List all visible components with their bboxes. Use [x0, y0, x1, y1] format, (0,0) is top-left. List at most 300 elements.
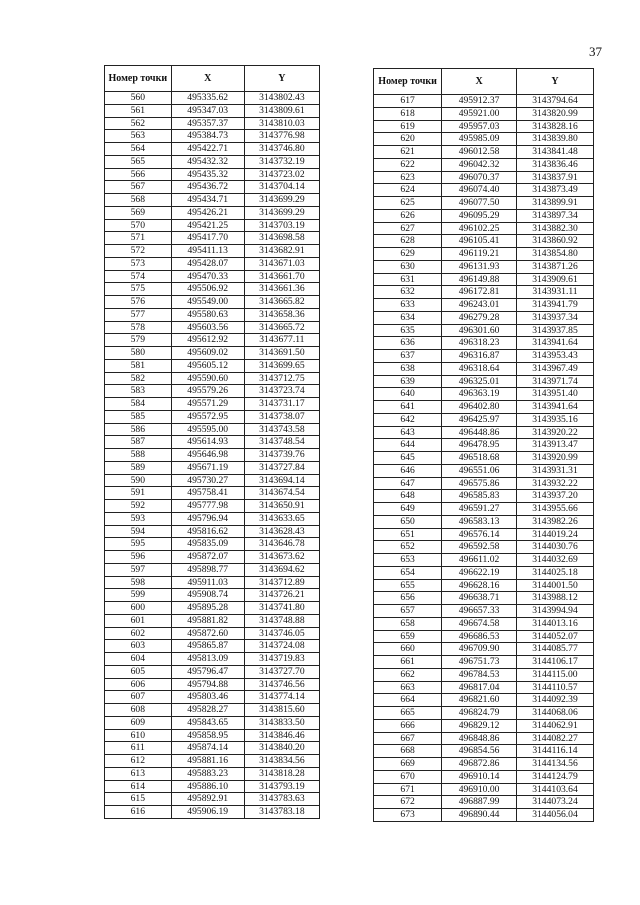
cell-y: 3143953.43: [516, 350, 593, 363]
cell-y: 3143712.75: [244, 372, 319, 385]
table-row: [374, 362, 594, 375]
table-header-row: [105, 66, 320, 92]
table-row: [105, 780, 320, 793]
table-row: [105, 321, 320, 334]
table-row: [105, 206, 320, 219]
cell-point-number: 572: [105, 245, 172, 258]
table-row: [374, 783, 594, 796]
table-row: [374, 133, 594, 146]
table-row: [374, 235, 594, 248]
cell-y: 3143726.21: [244, 589, 319, 602]
table-row: [105, 678, 320, 691]
cell-y: 3143665.82: [244, 296, 319, 309]
cell-x: 496638.71: [442, 592, 517, 605]
cell-point-number: 583: [105, 385, 172, 398]
cell-point-number: 593: [105, 512, 172, 525]
table-row: [105, 653, 320, 666]
cell-x: 495883.23: [171, 767, 244, 780]
table-row: [105, 755, 320, 768]
cell-y: 3144082.27: [516, 732, 593, 745]
table-row: [374, 745, 594, 758]
cell-point-number: 671: [374, 783, 442, 796]
cell-y: 3144103.64: [516, 783, 593, 796]
cell-point-number: 656: [374, 592, 442, 605]
cell-point-number: 585: [105, 410, 172, 423]
table-row: [374, 107, 594, 120]
cell-y: 3144032.69: [516, 554, 593, 567]
cell-y: 3143897.34: [516, 209, 593, 222]
cell-x: 495758.41: [171, 487, 244, 500]
table-row: [374, 541, 594, 554]
cell-y: 3143846.46: [244, 729, 319, 742]
table-row: [374, 299, 594, 312]
cell-y: 3143873.49: [516, 184, 593, 197]
cell-y: 3143937.20: [516, 490, 593, 503]
cell-point-number: 652: [374, 541, 442, 554]
table-row: [374, 260, 594, 273]
cell-y: 3143941.64: [516, 401, 593, 414]
cell-y: 3143746.80: [244, 143, 319, 156]
cell-point-number: 574: [105, 270, 172, 283]
cell-y: 3143941.79: [516, 299, 593, 312]
table-row: [105, 716, 320, 729]
cell-y: 3144062.91: [516, 719, 593, 732]
cell-point-number: 616: [105, 806, 172, 819]
table-row: [105, 130, 320, 143]
table-row: [374, 146, 594, 159]
cell-x: 495347.03: [171, 104, 244, 117]
cell-y: 3144030.76: [516, 541, 593, 554]
cell-point-number: 647: [374, 477, 442, 490]
cell-x: 495796.94: [171, 512, 244, 525]
cell-y: 3144116.14: [516, 745, 593, 758]
cell-x: 496628.16: [442, 579, 517, 592]
cell-x: 495384.73: [171, 130, 244, 143]
cell-y: 3143818.28: [244, 767, 319, 780]
header-x: X: [171, 66, 244, 92]
cell-y: 3143834.56: [244, 755, 319, 768]
cell-x: 496149.88: [442, 273, 517, 286]
cell-y: 3143820.99: [516, 107, 593, 120]
cell-point-number: 641: [374, 401, 442, 414]
cell-y: 3143741.80: [244, 602, 319, 615]
cell-y: 3143899.91: [516, 197, 593, 210]
cell-x: 496243.01: [442, 299, 517, 312]
cell-point-number: 608: [105, 704, 172, 717]
table-row: [105, 806, 320, 819]
table-row: [105, 219, 320, 232]
table-row: [374, 503, 594, 516]
cell-y: 3143776.98: [244, 130, 319, 143]
cell-x: 496012.58: [442, 146, 517, 159]
cell-x: 496318.23: [442, 337, 517, 350]
cell-point-number: 635: [374, 324, 442, 337]
cell-y: 3143698.58: [244, 232, 319, 245]
cell-x: 495506.92: [171, 283, 244, 296]
cell-y: 3143931.31: [516, 464, 593, 477]
cell-y: 3143650.91: [244, 500, 319, 513]
cell-x: 496674.58: [442, 617, 517, 630]
table-row: [374, 337, 594, 350]
table-row: [374, 719, 594, 732]
cell-point-number: 650: [374, 515, 442, 528]
cell-y: 3143724.08: [244, 640, 319, 653]
table-row: [374, 528, 594, 541]
cell-x: 496105.41: [442, 235, 517, 248]
cell-x: 495411.13: [171, 245, 244, 258]
table-row: [105, 155, 320, 168]
cell-y: 3143941.64: [516, 337, 593, 350]
cell-point-number: 587: [105, 436, 172, 449]
cell-x: 496448.86: [442, 426, 517, 439]
cell-x: 495985.09: [442, 133, 517, 146]
cell-point-number: 602: [105, 627, 172, 640]
cell-y: 3144056.04: [516, 809, 593, 822]
table-row: [105, 525, 320, 538]
table-row: [105, 245, 320, 258]
page-number: 37: [589, 44, 602, 59]
cell-y: 3143971.74: [516, 375, 593, 388]
cell-x: 496325.01: [442, 375, 517, 388]
table-row: [105, 793, 320, 806]
table-row: [105, 602, 320, 615]
table-row: [105, 257, 320, 270]
cell-x: 495434.71: [171, 194, 244, 207]
cell-y: 3143723.74: [244, 385, 319, 398]
cell-point-number: 568: [105, 194, 172, 207]
cell-point-number: 621: [374, 146, 442, 159]
cell-x: 495835.09: [171, 538, 244, 551]
cell-x: 495335.62: [171, 92, 244, 105]
table-row: [374, 566, 594, 579]
cell-y: 3143836.46: [516, 158, 593, 171]
table-row: [105, 729, 320, 742]
cell-point-number: 599: [105, 589, 172, 602]
cell-point-number: 662: [374, 668, 442, 681]
cell-x: 495646.98: [171, 449, 244, 462]
table-row: [105, 372, 320, 385]
cell-x: 495549.00: [171, 296, 244, 309]
table-row: [105, 512, 320, 525]
cell-y: 3144085.77: [516, 643, 593, 656]
cell-y: 3143920.99: [516, 452, 593, 465]
table-row: [374, 694, 594, 707]
table-header-row: [374, 69, 594, 95]
cell-point-number: 592: [105, 500, 172, 513]
table-row: [105, 767, 320, 780]
cell-y: 3143937.85: [516, 324, 593, 337]
cell-x: 495417.70: [171, 232, 244, 245]
cell-y: 3143727.70: [244, 665, 319, 678]
cell-x: 495881.16: [171, 755, 244, 768]
cell-point-number: 655: [374, 579, 442, 592]
cell-x: 496591.27: [442, 503, 517, 516]
cell-x: 495828.27: [171, 704, 244, 717]
table-row: [374, 617, 594, 630]
table-row: [374, 209, 594, 222]
cell-point-number: 605: [105, 665, 172, 678]
cell-x: 496887.99: [442, 796, 517, 809]
cell-point-number: 654: [374, 566, 442, 579]
cell-y: 3143871.26: [516, 260, 593, 273]
cell-x: 495898.77: [171, 563, 244, 576]
cell-x: 496402.80: [442, 401, 517, 414]
cell-x: 496910.00: [442, 783, 517, 796]
cell-x: 495843.65: [171, 716, 244, 729]
cell-point-number: 630: [374, 260, 442, 273]
cell-point-number: 579: [105, 334, 172, 347]
cell-x: 495580.63: [171, 308, 244, 321]
cell-y: 3143802.43: [244, 92, 319, 105]
table-row: [105, 576, 320, 589]
cell-y: 3143682.91: [244, 245, 319, 258]
cell-x: 496611.02: [442, 554, 517, 567]
cell-y: 3143727.84: [244, 461, 319, 474]
table-row: [374, 324, 594, 337]
table-row: [374, 273, 594, 286]
cell-x: 496172.81: [442, 286, 517, 299]
table-row: [105, 181, 320, 194]
cell-point-number: 561: [105, 104, 172, 117]
table-row: [105, 385, 320, 398]
cell-y: 3143955.66: [516, 503, 593, 516]
table-row: [105, 92, 320, 105]
cell-x: 495906.19: [171, 806, 244, 819]
cell-point-number: 580: [105, 347, 172, 360]
table-row: [374, 796, 594, 809]
cell-y: 3144073.24: [516, 796, 593, 809]
cell-y: 3143920.22: [516, 426, 593, 439]
cell-y: 3143841.48: [516, 146, 593, 159]
table-row: [105, 410, 320, 423]
cell-x: 496478.95: [442, 439, 517, 452]
coordinates-table-right: [373, 68, 594, 822]
cell-y: 3143854.80: [516, 248, 593, 261]
cell-point-number: 606: [105, 678, 172, 691]
cell-x: 496872.86: [442, 758, 517, 771]
table-row: [374, 681, 594, 694]
table-row: [105, 691, 320, 704]
cell-x: 495813.09: [171, 653, 244, 666]
header-point-number: Номер точки: [374, 69, 442, 95]
cell-y: 3143704.14: [244, 181, 319, 194]
cell-x: 496575.86: [442, 477, 517, 490]
cell-y: 3143665.72: [244, 321, 319, 334]
table-row: [105, 449, 320, 462]
cell-point-number: 562: [105, 117, 172, 130]
cell-x: 496709.90: [442, 643, 517, 656]
cell-x: 495730.27: [171, 474, 244, 487]
table-row: [374, 197, 594, 210]
cell-point-number: 624: [374, 184, 442, 197]
table-row: [374, 439, 594, 452]
cell-point-number: 623: [374, 171, 442, 184]
cell-x: 495858.95: [171, 729, 244, 742]
cell-x: 496301.60: [442, 324, 517, 337]
cell-y: 3143793.19: [244, 780, 319, 793]
cell-y: 3143628.43: [244, 525, 319, 538]
table-row: [105, 742, 320, 755]
coordinates-table-left: [104, 65, 320, 819]
table-row: [374, 732, 594, 745]
cell-x: 496821.60: [442, 694, 517, 707]
cell-y: 3143935.16: [516, 413, 593, 426]
table-row: [374, 375, 594, 388]
table-row: [105, 168, 320, 181]
cell-point-number: 622: [374, 158, 442, 171]
table-row: [105, 704, 320, 717]
cell-y: 3143731.17: [244, 398, 319, 411]
table-row: [105, 627, 320, 640]
table-row: [105, 423, 320, 436]
cell-point-number: 642: [374, 413, 442, 426]
cell-y: 3143839.80: [516, 133, 593, 146]
cell-x: 496316.87: [442, 350, 517, 363]
cell-y: 3143828.16: [516, 120, 593, 133]
cell-point-number: 566: [105, 168, 172, 181]
table-row: [374, 515, 594, 528]
cell-x: 495796.47: [171, 665, 244, 678]
cell-point-number: 649: [374, 503, 442, 516]
cell-x: 495421.25: [171, 219, 244, 232]
cell-y: 3144110.57: [516, 681, 593, 694]
cell-x: 496119.21: [442, 248, 517, 261]
cell-y: 3143909.61: [516, 273, 593, 286]
cell-point-number: 586: [105, 423, 172, 436]
cell-x: 495886.10: [171, 780, 244, 793]
table-row: [374, 592, 594, 605]
cell-x: 495892.91: [171, 793, 244, 806]
cell-x: 496077.50: [442, 197, 517, 210]
cell-y: 3143738.07: [244, 410, 319, 423]
cell-y: 3143994.94: [516, 605, 593, 618]
table-row: [374, 401, 594, 414]
cell-x: 495614.93: [171, 436, 244, 449]
cell-x: 495595.00: [171, 423, 244, 436]
cell-x: 496824.79: [442, 707, 517, 720]
table-row: [105, 500, 320, 513]
cell-y: 3143932.22: [516, 477, 593, 490]
cell-x: 495357.37: [171, 117, 244, 130]
cell-y: 3143982.26: [516, 515, 593, 528]
cell-point-number: 619: [374, 120, 442, 133]
cell-x: 495881.82: [171, 614, 244, 627]
cell-y: 3143699.29: [244, 206, 319, 219]
cell-y: 3144092.39: [516, 694, 593, 707]
cell-x: 495432.32: [171, 155, 244, 168]
cell-point-number: 670: [374, 770, 442, 783]
cell-point-number: 564: [105, 143, 172, 156]
cell-point-number: 589: [105, 461, 172, 474]
cell-y: 3143937.34: [516, 311, 593, 324]
cell-x: 495579.26: [171, 385, 244, 398]
cell-y: 3143860.92: [516, 235, 593, 248]
table-row: [105, 232, 320, 245]
cell-point-number: 590: [105, 474, 172, 487]
table-row: [374, 413, 594, 426]
cell-y: 3143967.49: [516, 362, 593, 375]
cell-point-number: 657: [374, 605, 442, 618]
cell-y: 3143694.62: [244, 563, 319, 576]
table-row: [105, 398, 320, 411]
cell-point-number: 634: [374, 311, 442, 324]
cell-point-number: 577: [105, 308, 172, 321]
table-row: [374, 668, 594, 681]
cell-point-number: 610: [105, 729, 172, 742]
table-row: [374, 350, 594, 363]
table-row: [374, 605, 594, 618]
table-row: [105, 461, 320, 474]
cell-x: 495436.72: [171, 181, 244, 194]
cell-point-number: 645: [374, 452, 442, 465]
cell-x: 495803.46: [171, 691, 244, 704]
cell-x: 495435.32: [171, 168, 244, 181]
table-row: [374, 388, 594, 401]
table-row: [105, 270, 320, 283]
cell-y: 3143783.63: [244, 793, 319, 806]
cell-x: 496817.04: [442, 681, 517, 694]
header-y: Y: [516, 69, 593, 95]
cell-x: 496074.40: [442, 184, 517, 197]
cell-x: 496910.14: [442, 770, 517, 783]
cell-point-number: 569: [105, 206, 172, 219]
cell-x: 496622.19: [442, 566, 517, 579]
header-x: X: [442, 69, 517, 95]
table-row: [105, 283, 320, 296]
cell-y: 3143732.19: [244, 155, 319, 168]
cell-x: 495777.98: [171, 500, 244, 513]
cell-point-number: 571: [105, 232, 172, 245]
cell-y: 3143719.83: [244, 653, 319, 666]
table-row: [105, 347, 320, 360]
table-row: [105, 436, 320, 449]
table-row: [105, 589, 320, 602]
cell-point-number: 591: [105, 487, 172, 500]
cell-point-number: 609: [105, 716, 172, 729]
cell-point-number: 596: [105, 551, 172, 564]
cell-x: 495671.19: [171, 461, 244, 474]
cell-y: 3143703.19: [244, 219, 319, 232]
cell-x: 495603.56: [171, 321, 244, 334]
cell-x: 495895.28: [171, 602, 244, 615]
cell-x: 495794.88: [171, 678, 244, 691]
cell-point-number: 626: [374, 209, 442, 222]
cell-y: 3143746.05: [244, 627, 319, 640]
cell-y: 3143748.88: [244, 614, 319, 627]
cell-point-number: 618: [374, 107, 442, 120]
table-row: [374, 158, 594, 171]
table-row: [374, 248, 594, 261]
cell-point-number: 597: [105, 563, 172, 576]
table-row: [105, 640, 320, 653]
cell-y: 3143810.03: [244, 117, 319, 130]
cell-x: 496551.06: [442, 464, 517, 477]
cell-point-number: 660: [374, 643, 442, 656]
cell-y: 3143673.62: [244, 551, 319, 564]
table-row: [105, 308, 320, 321]
table-row: [105, 614, 320, 627]
cell-point-number: 663: [374, 681, 442, 694]
cell-x: 496686.53: [442, 630, 517, 643]
cell-y: 3143882.30: [516, 222, 593, 235]
cell-point-number: 603: [105, 640, 172, 653]
table-row: [374, 707, 594, 720]
table-row: [105, 474, 320, 487]
table-row: [105, 296, 320, 309]
cell-point-number: 644: [374, 439, 442, 452]
cell-point-number: 615: [105, 793, 172, 806]
table-row: [374, 171, 594, 184]
